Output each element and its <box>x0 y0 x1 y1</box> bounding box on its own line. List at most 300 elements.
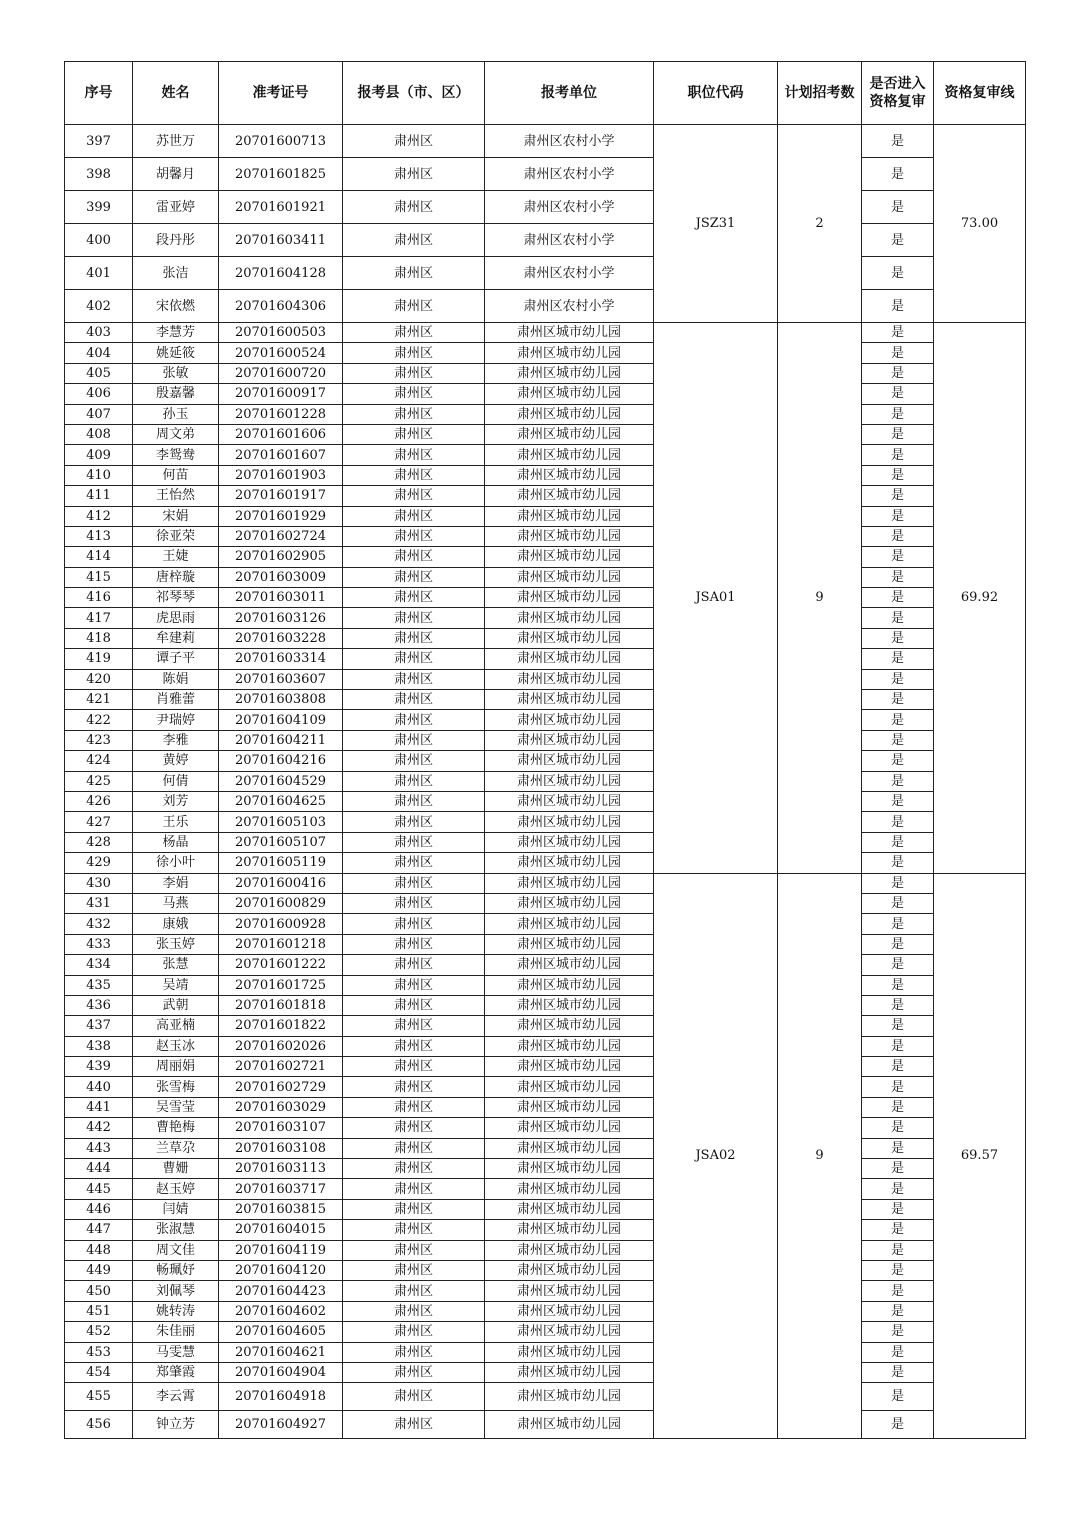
cell-ticket: 20701603011 <box>219 588 343 608</box>
cell-seq: 454 <box>65 1362 133 1382</box>
cell-seq: 439 <box>65 1057 133 1077</box>
cell-unit: 肃州区城市幼儿园 <box>485 934 654 954</box>
cell-seq: 402 <box>65 290 133 323</box>
cell-seq: 446 <box>65 1199 133 1219</box>
cell-review: 是 <box>862 1016 934 1036</box>
cell-county: 肃州区 <box>343 608 485 628</box>
table-row <box>65 934 1026 954</box>
header-unit: 报考单位 <box>485 62 654 125</box>
cell-name: 宋依燃 <box>133 290 219 323</box>
table-row <box>65 853 1026 873</box>
table-row <box>65 486 1026 506</box>
cell-review: 是 <box>862 1097 934 1117</box>
table-row <box>65 669 1026 689</box>
cell-unit: 肃州区城市幼儿园 <box>485 1159 654 1179</box>
cell-review: 是 <box>862 445 934 465</box>
cell-ticket: 20701601929 <box>219 506 343 526</box>
table-row <box>65 506 1026 526</box>
cell-county: 肃州区 <box>343 710 485 730</box>
cell-seq: 450 <box>65 1281 133 1301</box>
cell-unit: 肃州区农村小学 <box>485 257 654 290</box>
table-row <box>65 710 1026 730</box>
cell-name: 赵玉冰 <box>133 1036 219 1056</box>
cell-review: 是 <box>862 853 934 873</box>
cell-ticket: 20701602721 <box>219 1057 343 1077</box>
cell-review: 是 <box>862 669 934 689</box>
table-row <box>65 751 1026 771</box>
cell-name: 徐亚荣 <box>133 526 219 546</box>
cell-ticket: 20701602905 <box>219 547 343 567</box>
table-row <box>65 893 1026 913</box>
cell-review: 是 <box>862 1159 934 1179</box>
cell-seq: 406 <box>65 384 133 404</box>
table-row <box>65 649 1026 669</box>
cell-unit: 肃州区城市幼儿园 <box>485 547 654 567</box>
cell-unit: 肃州区城市幼儿园 <box>485 567 654 587</box>
table-row <box>65 125 1026 158</box>
cell-seq: 429 <box>65 853 133 873</box>
cell-review: 是 <box>862 404 934 424</box>
cell-seq: 428 <box>65 832 133 852</box>
cell-review: 是 <box>862 506 934 526</box>
cell-name: 张慧 <box>133 955 219 975</box>
table-row <box>65 1159 1026 1179</box>
cell-review: 是 <box>862 547 934 567</box>
cell-county: 肃州区 <box>343 1077 485 1097</box>
cell-name: 张敏 <box>133 363 219 383</box>
cell-review: 是 <box>862 384 934 404</box>
cell-review: 是 <box>862 832 934 852</box>
cell-review: 是 <box>862 257 934 290</box>
cell-name: 牟建莉 <box>133 628 219 648</box>
table-row <box>65 791 1026 811</box>
cell-county: 肃州区 <box>343 853 485 873</box>
cell-review: 是 <box>862 975 934 995</box>
cell-ticket: 20701603107 <box>219 1118 343 1138</box>
cell-seq: 431 <box>65 893 133 913</box>
cell-seq: 444 <box>65 1159 133 1179</box>
cell-seq: 424 <box>65 751 133 771</box>
table-row <box>65 567 1026 587</box>
cell-name: 何倩 <box>133 771 219 791</box>
cell-review: 是 <box>862 812 934 832</box>
cell-review: 是 <box>862 1077 934 1097</box>
cell-county: 肃州区 <box>343 649 485 669</box>
cell-unit: 肃州区城市幼儿园 <box>485 914 654 934</box>
cell-seq: 434 <box>65 955 133 975</box>
cell-plan-count: 2 <box>778 125 862 323</box>
cell-seq: 405 <box>65 363 133 383</box>
cell-county: 肃州区 <box>343 914 485 934</box>
cell-county: 肃州区 <box>343 1342 485 1362</box>
cell-ticket: 20701604128 <box>219 257 343 290</box>
cell-review: 是 <box>862 1240 934 1260</box>
table-row <box>65 1362 1026 1382</box>
table-row <box>65 832 1026 852</box>
cell-unit: 肃州区城市幼儿园 <box>485 730 654 750</box>
cell-ticket: 20701600713 <box>219 125 343 158</box>
cell-name: 闫婧 <box>133 1199 219 1219</box>
cell-ticket: 20701601725 <box>219 975 343 995</box>
cell-county: 肃州区 <box>343 125 485 158</box>
cell-review: 是 <box>862 649 934 669</box>
table-row <box>65 290 1026 323</box>
cell-ticket: 20701601607 <box>219 445 343 465</box>
cell-county: 肃州区 <box>343 1260 485 1280</box>
cell-ticket: 20701603113 <box>219 1159 343 1179</box>
cell-unit: 肃州区城市幼儿园 <box>485 486 654 506</box>
cell-seq: 420 <box>65 669 133 689</box>
cell-ticket: 20701604605 <box>219 1322 343 1342</box>
table-row <box>65 158 1026 191</box>
table-row <box>65 873 1026 893</box>
cell-county: 肃州区 <box>343 832 485 852</box>
cell-name: 段丹彤 <box>133 224 219 257</box>
cell-review: 是 <box>862 343 934 363</box>
cell-seq: 411 <box>65 486 133 506</box>
cell-review: 是 <box>862 730 934 750</box>
cell-name: 张雪梅 <box>133 1077 219 1097</box>
cell-unit: 肃州区城市幼儿园 <box>485 1301 654 1321</box>
cell-name: 王怡然 <box>133 486 219 506</box>
cell-county: 肃州区 <box>343 506 485 526</box>
cell-seq: 441 <box>65 1097 133 1117</box>
cell-county: 肃州区 <box>343 771 485 791</box>
table-header <box>65 62 1026 125</box>
cell-review: 是 <box>862 1057 934 1077</box>
cell-ticket: 20701600928 <box>219 914 343 934</box>
cell-ticket: 20701605119 <box>219 853 343 873</box>
table-row <box>65 1301 1026 1321</box>
cell-ticket: 20701601228 <box>219 404 343 424</box>
cell-review: 是 <box>862 1179 934 1199</box>
cell-unit: 肃州区城市幼儿园 <box>485 1362 654 1382</box>
cell-name: 王婕 <box>133 547 219 567</box>
cell-review: 是 <box>862 424 934 444</box>
cell-unit: 肃州区城市幼儿园 <box>485 1240 654 1260</box>
cell-ticket: 20701600917 <box>219 384 343 404</box>
cell-ticket: 20701604109 <box>219 710 343 730</box>
cell-county: 肃州区 <box>343 465 485 485</box>
cell-review: 是 <box>862 934 934 954</box>
cell-review: 是 <box>862 1220 934 1240</box>
cell-ticket: 20701604120 <box>219 1260 343 1280</box>
cell-unit: 肃州区城市幼儿园 <box>485 1097 654 1117</box>
cell-review: 是 <box>862 323 934 343</box>
cell-seq: 430 <box>65 873 133 893</box>
cell-county: 肃州区 <box>343 1199 485 1219</box>
cell-seq: 442 <box>65 1118 133 1138</box>
cell-review: 是 <box>862 1301 934 1321</box>
cell-unit: 肃州区城市幼儿园 <box>485 1383 654 1411</box>
cell-unit: 肃州区城市幼儿园 <box>485 1260 654 1280</box>
table-row <box>65 628 1026 648</box>
cell-unit: 肃州区城市幼儿园 <box>485 1016 654 1036</box>
table-row <box>65 1322 1026 1342</box>
cell-county: 肃州区 <box>343 955 485 975</box>
table-row <box>65 384 1026 404</box>
cell-county: 肃州区 <box>343 812 485 832</box>
cell-review: 是 <box>862 1138 934 1158</box>
cell-county: 肃州区 <box>343 1118 485 1138</box>
cell-name: 张玉婷 <box>133 934 219 954</box>
cell-review: 是 <box>862 955 934 975</box>
cell-review: 是 <box>862 224 934 257</box>
cell-review: 是 <box>862 158 934 191</box>
cell-county: 肃州区 <box>343 191 485 224</box>
cell-ticket: 20701604602 <box>219 1301 343 1321</box>
cell-plan-count: 9 <box>778 873 862 1439</box>
cell-unit: 肃州区城市幼儿园 <box>485 1411 654 1439</box>
cell-unit: 肃州区城市幼儿园 <box>485 751 654 771</box>
cell-ticket: 20701603108 <box>219 1138 343 1158</box>
cell-seq: 445 <box>65 1179 133 1199</box>
cell-review: 是 <box>862 526 934 546</box>
cell-seq: 423 <box>65 730 133 750</box>
header-plan-count: 计划招考数 <box>778 62 862 125</box>
results-table <box>64 61 1026 1439</box>
table-row <box>65 1077 1026 1097</box>
cell-county: 肃州区 <box>343 158 485 191</box>
cell-name: 陈娟 <box>133 669 219 689</box>
cell-seq: 440 <box>65 1077 133 1097</box>
cell-review: 是 <box>862 465 934 485</box>
cell-review: 是 <box>862 893 934 913</box>
table-row <box>65 1220 1026 1240</box>
cell-name: 马雯慧 <box>133 1342 219 1362</box>
cell-seq: 400 <box>65 224 133 257</box>
cell-name: 李云霄 <box>133 1383 219 1411</box>
cell-name: 宋娟 <box>133 506 219 526</box>
cell-county: 肃州区 <box>343 363 485 383</box>
cell-unit: 肃州区城市幼儿园 <box>485 1057 654 1077</box>
cell-seq: 449 <box>65 1260 133 1280</box>
cell-unit: 肃州区城市幼儿园 <box>485 669 654 689</box>
cell-review-line: 73.00 <box>934 125 1026 323</box>
header-review-line: 资格复审线 <box>934 62 1026 125</box>
table-row <box>65 588 1026 608</box>
table-row <box>65 547 1026 567</box>
cell-name: 唐梓璇 <box>133 567 219 587</box>
cell-name: 马燕 <box>133 893 219 913</box>
cell-name: 姚转涛 <box>133 1301 219 1321</box>
cell-county: 肃州区 <box>343 424 485 444</box>
cell-county: 肃州区 <box>343 526 485 546</box>
cell-seq: 448 <box>65 1240 133 1260</box>
cell-ticket: 20701601606 <box>219 424 343 444</box>
cell-seq: 415 <box>65 567 133 587</box>
cell-county: 肃州区 <box>343 873 485 893</box>
cell-name: 周丽娟 <box>133 1057 219 1077</box>
cell-unit: 肃州区城市幼儿园 <box>485 812 654 832</box>
table-row <box>65 465 1026 485</box>
cell-name: 殷嘉馨 <box>133 384 219 404</box>
cell-review: 是 <box>862 751 934 771</box>
cell-unit: 肃州区城市幼儿园 <box>485 608 654 628</box>
cell-unit: 肃州区城市幼儿园 <box>485 424 654 444</box>
cell-seq: 399 <box>65 191 133 224</box>
cell-county: 肃州区 <box>343 547 485 567</box>
header-position-code: 职位代码 <box>654 62 778 125</box>
cell-county: 肃州区 <box>343 975 485 995</box>
cell-name: 雷亚婷 <box>133 191 219 224</box>
cell-name: 周文佳 <box>133 1240 219 1260</box>
cell-unit: 肃州区城市幼儿园 <box>485 628 654 648</box>
cell-ticket: 20701600524 <box>219 343 343 363</box>
cell-unit: 肃州区城市幼儿园 <box>485 1342 654 1362</box>
cell-review: 是 <box>862 995 934 1015</box>
cell-unit: 肃州区农村小学 <box>485 191 654 224</box>
cell-county: 肃州区 <box>343 323 485 343</box>
table-row <box>65 1260 1026 1280</box>
cell-ticket: 20701604423 <box>219 1281 343 1301</box>
cell-review: 是 <box>862 290 934 323</box>
cell-county: 肃州区 <box>343 384 485 404</box>
table-row <box>65 424 1026 444</box>
cell-unit: 肃州区城市幼儿园 <box>485 404 654 424</box>
cell-review: 是 <box>862 486 934 506</box>
cell-ticket: 20701603314 <box>219 649 343 669</box>
cell-county: 肃州区 <box>343 445 485 465</box>
cell-ticket: 20701600720 <box>219 363 343 383</box>
cell-county: 肃州区 <box>343 628 485 648</box>
table-row <box>65 1097 1026 1117</box>
cell-ticket: 20701603808 <box>219 690 343 710</box>
table-row <box>65 955 1026 975</box>
cell-seq: 435 <box>65 975 133 995</box>
cell-ticket: 20701603228 <box>219 628 343 648</box>
table-row <box>65 404 1026 424</box>
cell-name: 刘芳 <box>133 791 219 811</box>
cell-seq: 432 <box>65 914 133 934</box>
cell-ticket: 20701603009 <box>219 567 343 587</box>
cell-review: 是 <box>862 1411 934 1439</box>
cell-review: 是 <box>862 1118 934 1138</box>
cell-review: 是 <box>862 1199 934 1219</box>
cell-unit: 肃州区城市幼儿园 <box>485 384 654 404</box>
cell-review: 是 <box>862 690 934 710</box>
cell-county: 肃州区 <box>343 1016 485 1036</box>
table-row <box>65 1383 1026 1411</box>
cell-seq: 438 <box>65 1036 133 1056</box>
cell-name: 赵玉婷 <box>133 1179 219 1199</box>
cell-unit: 肃州区城市幼儿园 <box>485 873 654 893</box>
cell-review: 是 <box>862 608 934 628</box>
cell-county: 肃州区 <box>343 791 485 811</box>
cell-name: 高亚楠 <box>133 1016 219 1036</box>
cell-ticket: 20701604015 <box>219 1220 343 1240</box>
cell-unit: 肃州区城市幼儿园 <box>485 832 654 852</box>
cell-review: 是 <box>862 1281 934 1301</box>
cell-seq: 451 <box>65 1301 133 1321</box>
table-row <box>65 257 1026 290</box>
cell-seq: 401 <box>65 257 133 290</box>
table-row <box>65 1342 1026 1362</box>
cell-ticket: 20701604216 <box>219 751 343 771</box>
cell-seq: 455 <box>65 1383 133 1411</box>
cell-ticket: 20701604211 <box>219 730 343 750</box>
table-row <box>65 445 1026 465</box>
cell-review: 是 <box>862 771 934 791</box>
cell-ticket: 20701600503 <box>219 323 343 343</box>
cell-review: 是 <box>862 191 934 224</box>
cell-name: 武朝 <box>133 995 219 1015</box>
cell-review: 是 <box>862 588 934 608</box>
cell-unit: 肃州区城市幼儿园 <box>485 1077 654 1097</box>
table-row <box>65 608 1026 628</box>
cell-ticket: 20701604904 <box>219 1362 343 1382</box>
cell-seq: 409 <box>65 445 133 465</box>
cell-county: 肃州区 <box>343 1159 485 1179</box>
cell-unit: 肃州区城市幼儿园 <box>485 323 654 343</box>
cell-county: 肃州区 <box>343 1179 485 1199</box>
cell-county: 肃州区 <box>343 1411 485 1439</box>
cell-name: 朱佳丽 <box>133 1322 219 1342</box>
table-row <box>65 526 1026 546</box>
cell-seq: 418 <box>65 628 133 648</box>
table-row <box>65 1179 1026 1199</box>
cell-seq: 419 <box>65 649 133 669</box>
cell-name: 杨晶 <box>133 832 219 852</box>
cell-plan-count: 9 <box>778 323 862 874</box>
cell-ticket: 20701604306 <box>219 290 343 323</box>
cell-review: 是 <box>862 1322 934 1342</box>
cell-county: 肃州区 <box>343 893 485 913</box>
cell-name: 李鸳鸯 <box>133 445 219 465</box>
cell-county: 肃州区 <box>343 404 485 424</box>
cell-seq: 417 <box>65 608 133 628</box>
cell-ticket: 20701601921 <box>219 191 343 224</box>
header-seq: 序号 <box>65 62 133 125</box>
cell-name: 虎思雨 <box>133 608 219 628</box>
table-row <box>65 1036 1026 1056</box>
cell-county: 肃州区 <box>343 669 485 689</box>
cell-seq: 407 <box>65 404 133 424</box>
cell-ticket: 20701601917 <box>219 486 343 506</box>
cell-name: 郑肇霞 <box>133 1362 219 1382</box>
cell-unit: 肃州区城市幼儿园 <box>485 363 654 383</box>
cell-unit: 肃州区城市幼儿园 <box>485 791 654 811</box>
table-row <box>65 1240 1026 1260</box>
cell-unit: 肃州区城市幼儿园 <box>485 526 654 546</box>
cell-unit: 肃州区农村小学 <box>485 125 654 158</box>
cell-unit: 肃州区城市幼儿园 <box>485 995 654 1015</box>
table-row <box>65 812 1026 832</box>
cell-unit: 肃州区城市幼儿园 <box>485 588 654 608</box>
cell-position-code: JSA02 <box>654 873 778 1439</box>
table-row <box>65 730 1026 750</box>
cell-county: 肃州区 <box>343 343 485 363</box>
table-row <box>65 1281 1026 1301</box>
cell-unit: 肃州区城市幼儿园 <box>485 1118 654 1138</box>
cell-name: 刘佩琴 <box>133 1281 219 1301</box>
table-body <box>65 125 1026 1439</box>
table-row <box>65 191 1026 224</box>
cell-county: 肃州区 <box>343 1057 485 1077</box>
cell-name: 兰草尕 <box>133 1138 219 1158</box>
table-row <box>65 1199 1026 1219</box>
cell-unit: 肃州区城市幼儿园 <box>485 690 654 710</box>
cell-unit: 肃州区城市幼儿园 <box>485 1036 654 1056</box>
cell-ticket: 20701604625 <box>219 791 343 811</box>
cell-unit: 肃州区农村小学 <box>485 290 654 323</box>
cell-seq: 427 <box>65 812 133 832</box>
cell-seq: 413 <box>65 526 133 546</box>
cell-ticket: 20701603717 <box>219 1179 343 1199</box>
cell-unit: 肃州区城市幼儿园 <box>485 1281 654 1301</box>
table-row <box>65 363 1026 383</box>
table-row <box>65 1016 1026 1036</box>
